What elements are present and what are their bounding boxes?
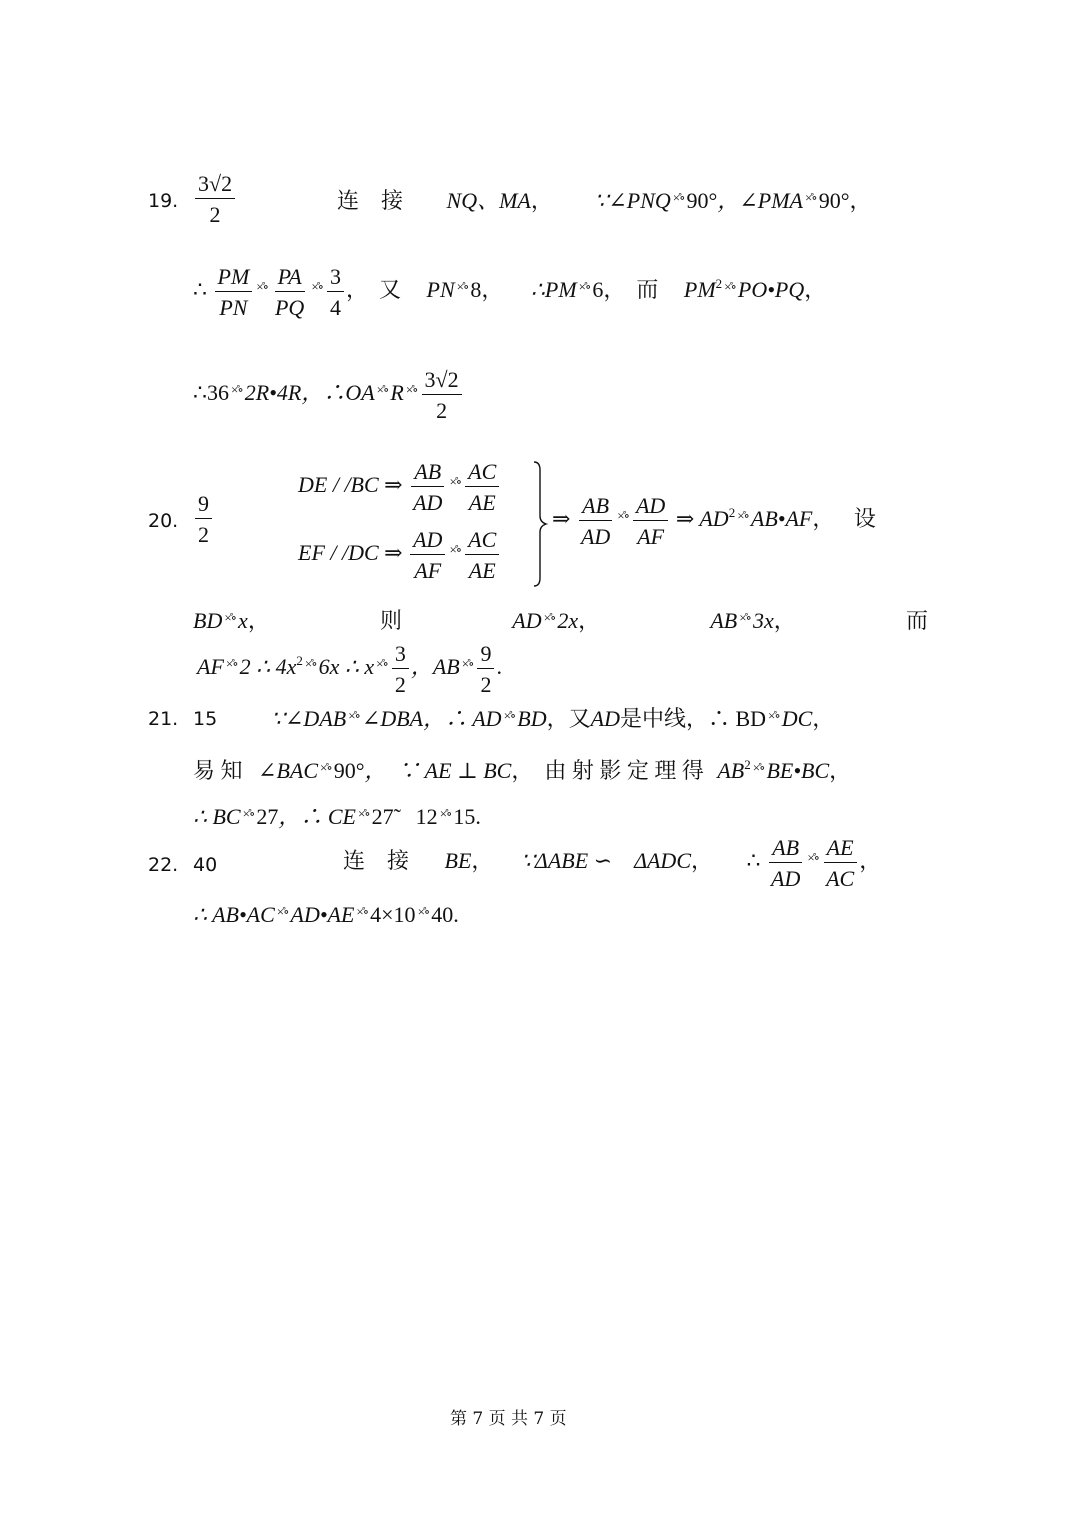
text-similar-triangles: ∵ΔABE ∽ ΔADC <box>520 848 691 874</box>
q22-number: 22. <box>148 854 179 876</box>
denominator: AD <box>413 490 443 516</box>
q20-result <box>552 494 876 548</box>
text-angle-pnq: ∵∠PNQ <box>594 188 671 213</box>
q20-line3 <box>197 642 502 696</box>
text-2-4x: 2 ∴ 4x <box>239 654 297 680</box>
equals-glyph: ×̊∘ <box>617 508 629 524</box>
text-comma: ， <box>812 706 835 731</box>
equals-glyph: ×̊∘ <box>348 708 360 723</box>
text-projection-theorem: ， 由 射 影 定 理 得 <box>511 758 704 783</box>
text-nq-ma: NQ、MA <box>446 188 531 213</box>
equals-glyph: ×̊∘ <box>739 610 751 625</box>
text-pm: ∴PM <box>530 277 577 303</box>
text-15: 15 <box>453 804 476 829</box>
text-90: 90° <box>686 188 718 213</box>
text-comma: ， <box>481 277 504 303</box>
denominator: PQ <box>274 295 305 321</box>
q19-line2 <box>193 265 826 319</box>
text-ab-ac: ∴ AB•AC <box>193 902 275 927</box>
text-pn: PN <box>426 277 455 303</box>
q19-answer-fraction <box>195 172 235 226</box>
text-2r-4r: 2R•4R <box>244 380 302 406</box>
text-ad: ，∴ AD <box>423 706 502 731</box>
text-implies-ad: ⇒ AD <box>675 506 729 532</box>
q22-line2 <box>193 904 459 926</box>
text-6x-x: 6x ∴ x <box>318 654 375 680</box>
equals-glyph: ×̊∘ <box>737 508 749 524</box>
text-period: . <box>475 804 481 829</box>
text-angle-bac: ∠BAC <box>258 758 318 783</box>
text-bd: BD <box>193 608 223 633</box>
q20-system-line1 <box>298 460 501 514</box>
text-comma: ， <box>812 506 835 532</box>
fraction-9-2 <box>477 642 494 696</box>
equals-glyph: ×̊∘ <box>752 760 765 775</box>
q19-number: 19. <box>148 190 179 212</box>
numerator: AD <box>410 528 445 555</box>
numerator: 3√2 <box>422 368 462 395</box>
superscript-2: 2 <box>715 276 723 292</box>
text-ab: AB <box>717 758 745 783</box>
text-angle-pma: ，∠PMA <box>717 188 803 213</box>
equals-glyph: ×̊∘ <box>439 806 452 821</box>
text-connect: 连 接 <box>337 188 404 213</box>
text-oa: ，∴OA <box>301 380 375 406</box>
fraction-ac-ae <box>465 460 499 514</box>
text-af: AF <box>197 654 224 680</box>
text-comma: ， <box>849 188 872 213</box>
text-let: 设 <box>853 506 876 532</box>
equals-glyph: ×̊∘ <box>456 279 469 295</box>
equals-glyph: ×̊∘ <box>672 190 685 205</box>
text-and: ，又 <box>546 706 591 731</box>
fraction-pm-pn <box>215 265 253 319</box>
text-dc: DC <box>781 706 813 731</box>
q21-number: 21. <box>148 708 179 730</box>
superscript-2: 2 <box>296 653 303 669</box>
text-comma: ， <box>829 758 852 783</box>
text-ad: AD <box>590 706 620 731</box>
text-bc: ∴ BC <box>193 804 241 829</box>
text-is-median: 是中线，∴ BD <box>619 706 767 731</box>
equals-glyph: ×̊∘ <box>543 610 556 625</box>
denominator: 2 <box>480 672 492 698</box>
equals-glyph: ×̊∘ <box>804 190 817 205</box>
text-6: 6 <box>592 277 604 303</box>
text-therefore: ∴ <box>746 848 761 874</box>
q21-line2 <box>193 758 851 782</box>
text-angle-dba: ∠DBA <box>361 706 424 731</box>
equals-glyph: ×̊∘ <box>724 279 736 295</box>
text-comma: ， <box>859 848 882 874</box>
equals-glyph: ×̊∘ <box>503 708 516 723</box>
q22-answer: 40 <box>193 854 218 876</box>
text-90: 90° <box>333 758 365 783</box>
numerator: PM <box>215 265 253 292</box>
text-de-bc: DE / /BC ⇒ <box>298 472 403 498</box>
text-ce: ，∴ CE <box>278 804 356 829</box>
text-be-bc: BE•BC <box>766 758 830 783</box>
text-comma: ， <box>804 277 827 303</box>
equals-glyph: ×̊∘ <box>242 806 255 821</box>
text-90: 90° <box>818 188 850 213</box>
equals-glyph: ×̊∘ <box>320 760 332 775</box>
q19-line3 <box>193 368 464 422</box>
q19-line1 <box>337 190 872 212</box>
numerator: AC <box>465 460 499 487</box>
text-comma: ， <box>773 608 796 633</box>
text-2x: 2x <box>557 608 579 633</box>
denominator: AD <box>771 866 801 892</box>
equals-glyph: ×̊∘ <box>231 382 243 398</box>
denominator: AF <box>414 558 442 584</box>
q19-answer-numerator: 3√2 <box>195 172 235 199</box>
equals-glyph: ×̊∘ <box>225 656 238 672</box>
text-but: ， 而 <box>603 277 659 303</box>
text-comma: ， <box>530 188 553 213</box>
text-and: ， 又 <box>346 277 402 303</box>
equals-glyph: ×̊∘ <box>417 904 430 919</box>
q21-answer: 15 <box>193 708 218 730</box>
text-40: 40 <box>431 902 454 927</box>
equals-glyph: ×̊∘ <box>311 279 324 295</box>
equals-glyph: ×̊∘ <box>357 806 370 821</box>
numerator: AE <box>824 836 857 863</box>
denominator: 2 <box>436 398 448 424</box>
text-pm: PM <box>683 277 716 303</box>
text-connect: 连 接 <box>343 848 410 874</box>
fraction-ae-ac <box>823 836 857 890</box>
equals-glyph: ×̊∘ <box>356 904 369 919</box>
q20-number: 20. <box>148 510 179 532</box>
text-be: BE <box>444 848 472 874</box>
denominator: AE <box>468 490 496 516</box>
text-ef-dc: EF / /DC ⇒ <box>298 540 403 566</box>
numerator: AD <box>633 494 668 521</box>
text-therefore: ∴ <box>193 277 207 303</box>
fraction-ab-ad <box>768 836 803 890</box>
fraction-3-4 <box>327 265 344 319</box>
text-and-while: 而 <box>905 608 928 633</box>
text-comma: ， <box>471 848 494 874</box>
numerator: 9 <box>195 492 212 519</box>
q22-line1 <box>343 836 881 890</box>
numerator: AB <box>769 836 802 863</box>
text-po-pq: PO•PQ <box>737 277 805 303</box>
q20-answer-fraction <box>195 492 212 546</box>
text-27-12: 27̃ 12 <box>371 804 438 829</box>
denominator: AE <box>468 558 496 584</box>
q20-answer <box>193 492 214 546</box>
denominator: AC <box>826 866 855 892</box>
fraction-ad-af <box>633 494 668 548</box>
denominator: PN <box>219 295 248 321</box>
superscript-2: 2 <box>728 505 736 521</box>
equals-glyph: ×̊∘ <box>578 279 591 295</box>
fraction-ab-ad <box>578 494 613 548</box>
q20-system-line2 <box>298 528 501 582</box>
text-ad-ae: AD•AE <box>290 902 355 927</box>
text-bd: BD <box>517 706 547 731</box>
fraction-3-2 <box>392 642 409 696</box>
text-angle-dab: ∵∠DAB <box>271 706 347 731</box>
denominator: AD <box>580 524 611 550</box>
equals-glyph: ×̊∘ <box>304 656 317 672</box>
equals-glyph: ×̊∘ <box>405 382 418 398</box>
text-ab: AB <box>710 608 738 633</box>
text-comma: ， <box>578 608 601 633</box>
fraction-ad-af <box>410 528 445 582</box>
equals-glyph: ×̊∘ <box>461 656 474 672</box>
denominator: 4 <box>330 295 342 321</box>
text-comma: ， <box>247 608 270 633</box>
text-8: 8 <box>470 277 482 303</box>
denominator: AF <box>637 524 665 550</box>
fraction-ab-ad <box>410 460 445 514</box>
equals-glyph: ×̊∘ <box>449 542 462 558</box>
text-r: R <box>390 380 404 406</box>
right-brace <box>532 460 548 588</box>
text-ab: ，AB <box>410 654 460 680</box>
equals-glyph: ×̊∘ <box>256 279 268 295</box>
text-36: ∴36 <box>193 380 229 406</box>
numerator: AC <box>465 528 499 555</box>
numerator: 3 <box>327 265 344 292</box>
q21-line3 <box>193 806 481 828</box>
text-x: x <box>238 608 248 633</box>
page-footer: 第 7 页 共 7 页 <box>450 1409 567 1429</box>
numerator: AB <box>411 460 444 487</box>
q19-answer-denominator: 2 <box>209 202 221 228</box>
fraction-pa-pq <box>272 265 307 319</box>
text-ad: AD <box>512 608 542 633</box>
text-then: 则 <box>380 608 403 633</box>
equals-glyph: ×̊∘ <box>376 656 388 672</box>
equals-glyph: ×̊∘ <box>276 904 289 919</box>
text-3x: 3x <box>752 608 774 633</box>
denominator: 2 <box>198 522 209 548</box>
denominator: 2 <box>394 672 406 698</box>
equals-glyph: ×̊∘ <box>768 708 780 723</box>
equals-glyph: ×̊∘ <box>449 474 462 490</box>
q21-line1 <box>271 708 834 730</box>
equals-glyph: ×̊∘ <box>807 850 820 866</box>
equals-glyph: ×̊∘ <box>224 610 237 625</box>
numerator: 9 <box>477 642 494 669</box>
text-ab-af: AB•AF <box>750 506 813 532</box>
fraction-ac-ae <box>465 528 499 582</box>
text-ae-perp-bc: ， ∵ AE ⊥ BC <box>364 758 512 783</box>
fraction-3root2-2 <box>422 368 462 422</box>
q20-line2 <box>193 610 928 632</box>
text-period: . <box>496 654 502 680</box>
text-27: 27 <box>256 804 279 829</box>
text-easily-known: 易 知 <box>193 758 243 783</box>
text-implies: ⇒ <box>552 506 571 532</box>
text-4x10: 4×10 <box>370 902 416 927</box>
equals-glyph: ×̊∘ <box>376 382 389 398</box>
text-comma: ， <box>691 848 714 874</box>
text-period: . <box>453 902 459 927</box>
numerator: PA <box>275 265 305 292</box>
superscript-2: 2 <box>744 757 751 772</box>
q19-answer <box>193 172 237 226</box>
numerator: AB <box>579 494 612 521</box>
numerator: 3 <box>392 642 409 669</box>
